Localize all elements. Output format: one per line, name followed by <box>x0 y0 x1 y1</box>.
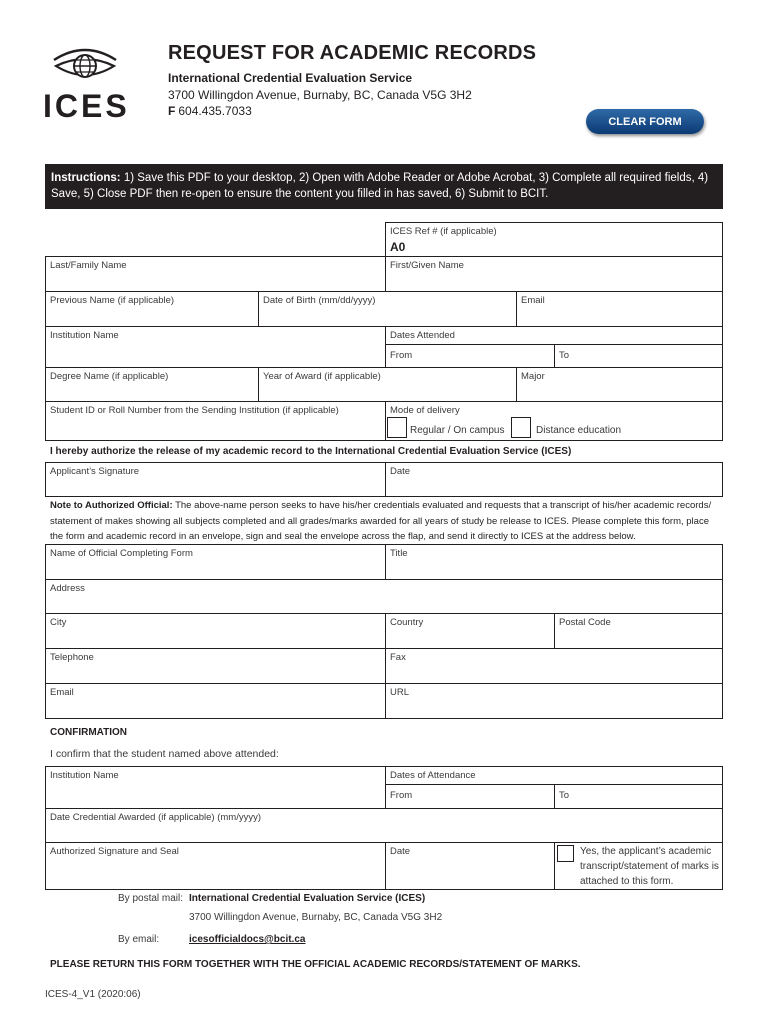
confirm-institution-label: Institution Name <box>50 770 119 781</box>
mode-distance-checkbox[interactable] <box>511 417 531 438</box>
instructions-banner <box>45 164 723 209</box>
applicant-signature-field[interactable] <box>45 462 386 497</box>
note-label: Note to Authorized Official: <box>50 500 173 511</box>
applicant-date-label: Date <box>390 466 411 477</box>
confirm-institution-field[interactable] <box>45 766 386 809</box>
ices-ref-value: A0 <box>390 240 406 254</box>
clear-form-button[interactable]: CLEAR FORM <box>586 109 704 134</box>
note-to-official <box>50 498 720 545</box>
official-postal-code-field[interactable] <box>554 613 723 649</box>
credential-date-field[interactable] <box>45 808 723 843</box>
mode-regular-label: Regular / On campus <box>410 425 505 436</box>
official-email-label: Email <box>50 687 74 698</box>
instructions-label: Instructions: <box>51 172 121 184</box>
last-name-label: Last/Family Name <box>50 260 127 271</box>
confirm-dates-label: Dates of Attendance <box>390 770 476 781</box>
ices-logo-eye-icon <box>50 44 120 88</box>
transcript-attached-label: Yes, the applicant’s academic transcript/statement of marks is attached to this form. <box>580 846 719 887</box>
dates-attended-from-field[interactable] <box>385 344 555 368</box>
student-id-label: Student ID or Roll Number from the Sending Institution (if applicable) <box>50 405 339 416</box>
first-name-field[interactable] <box>385 256 723 292</box>
ices-logo-text: ICES <box>43 88 130 124</box>
email-label: By email: <box>118 934 160 945</box>
official-telephone-field[interactable] <box>45 648 386 684</box>
email-field[interactable] <box>516 291 723 327</box>
fax-prefix: F <box>168 104 176 118</box>
confirm-from-label: From <box>390 790 413 801</box>
authorized-date-field[interactable] <box>385 842 555 890</box>
official-address-field[interactable] <box>45 579 723 614</box>
official-url-label: URL <box>390 687 410 698</box>
email-label: Email <box>521 295 545 306</box>
first-name-label: First/Given Name <box>390 260 464 271</box>
year-of-award-label: Year of Award (if applicable) <box>263 371 381 382</box>
postal-mail-label: By postal mail: <box>118 893 184 904</box>
official-title-label: Title <box>390 548 408 559</box>
dates-attended-label: Dates Attended <box>390 330 455 341</box>
authorized-date-label: Date <box>390 846 411 857</box>
major-field[interactable] <box>516 367 723 402</box>
official-telephone-label: Telephone <box>50 652 94 663</box>
confirm-dates-header <box>385 766 723 785</box>
official-name-field[interactable] <box>45 544 386 580</box>
official-country-field[interactable] <box>385 613 555 649</box>
note-text: The above-name person seeks to have his/her credentials evaluated and requests that a transcript of his/her academic records/ statement of makes showing all subjects completed and all grades/marks awarded for all years of study be release to ICES. Please complete this form, place the form and academic record in an envelope, sign and seal the envelope across the flap, and send it directly to ICES at the address below. <box>50 500 712 542</box>
official-address-label: Address <box>50 583 85 594</box>
postal-address: 3700 Willingdon Avenue, Burnaby, BC, Canada V5G 3H2 <box>189 912 443 923</box>
mode-distance-label: Distance education <box>536 425 622 436</box>
fax-number: 604.435.7033 <box>178 104 252 118</box>
ices-ref-label: ICES Ref # (if applicable) <box>390 226 497 237</box>
to-label: To <box>559 350 570 361</box>
confirm-from-field[interactable] <box>385 784 555 809</box>
date-of-birth-label: Date of Birth (mm/dd/yyyy) <box>263 295 376 306</box>
year-of-award-field[interactable] <box>258 367 517 402</box>
official-fax-field[interactable] <box>385 648 723 684</box>
from-label: From <box>390 350 413 361</box>
instructions-text: 1) Save this PDF to your desktop, 2) Open with Adobe Reader or Adobe Acrobat, 3) Complete all required fields, 4) Save, 5) Close PDF then re-open to ensure the content you filled in has saved, 6) Submit to BCIT. <box>51 172 709 200</box>
student-id-field[interactable] <box>45 401 386 441</box>
official-city-field[interactable] <box>45 613 386 649</box>
authorization-statement: I hereby authorize the release of my academic record to the International Credential Evaluation Service (ICES) <box>50 446 572 457</box>
credential-date-label: Date Credential Awarded (if applicable) (mm/yyyy) <box>50 812 262 823</box>
degree-name-field[interactable] <box>45 367 259 402</box>
postal-org: International Credential Evaluation Service (ICES) <box>189 893 426 904</box>
return-note: PLEASE RETURN THIS FORM TOGETHER WITH THE OFFICIAL ACADEMIC RECORDS/STATEMENT OF MARKS. <box>50 959 581 970</box>
confirmation-statement: I confirm that the student named above attended: <box>50 748 279 760</box>
ices-email-link[interactable]: icesofficialdocs@bcit.ca <box>189 934 306 945</box>
previous-name-field[interactable] <box>45 291 259 327</box>
last-name-field[interactable] <box>45 256 386 292</box>
confirmation-heading: CONFIRMATION <box>50 727 128 738</box>
ices-ref-field[interactable] <box>385 222 723 257</box>
applicant-signature-label: Applicant’s Signature <box>50 466 140 477</box>
previous-name-label: Previous Name (if applicable) <box>50 295 175 306</box>
confirm-to-label: To <box>559 790 570 801</box>
transcript-attached-checkbox[interactable] <box>557 845 574 862</box>
official-url-field[interactable] <box>385 683 723 719</box>
official-city-label: City <box>50 617 67 628</box>
form-code: ICES-4_V1 (2020:06) <box>45 989 141 1000</box>
degree-name-label: Degree Name (if applicable) <box>50 371 169 382</box>
organization-address: 3700 Willingdon Avenue, Burnaby, BC, Canada V5G 3H2 <box>168 88 472 102</box>
official-postal-code-label: Postal Code <box>559 617 611 628</box>
date-of-birth-field[interactable] <box>258 291 517 327</box>
official-country-label: Country <box>390 617 424 628</box>
institution-name-field[interactable] <box>45 326 386 368</box>
mode-regular-checkbox[interactable] <box>387 417 407 438</box>
page-title: REQUEST FOR ACADEMIC RECORDS <box>168 42 537 64</box>
authorized-signature-label: Authorized Signature and Seal <box>50 846 179 857</box>
organization-fax <box>168 104 252 118</box>
official-fax-label: Fax <box>390 652 406 663</box>
institution-name-label: Institution Name <box>50 330 119 341</box>
official-title-field[interactable] <box>385 544 723 580</box>
major-label: Major <box>521 371 545 382</box>
dates-attended-header <box>385 326 723 345</box>
official-name-label: Name of Official Completing Form <box>50 548 193 559</box>
authorized-signature-field[interactable] <box>45 842 386 890</box>
applicant-date-field[interactable] <box>385 462 723 497</box>
official-email-field[interactable] <box>45 683 386 719</box>
confirm-to-field[interactable] <box>554 784 723 809</box>
dates-attended-to-field[interactable] <box>554 344 723 368</box>
mode-of-delivery-label: Mode of delivery <box>390 405 460 416</box>
organization-name: International Credential Evaluation Service <box>168 71 413 85</box>
